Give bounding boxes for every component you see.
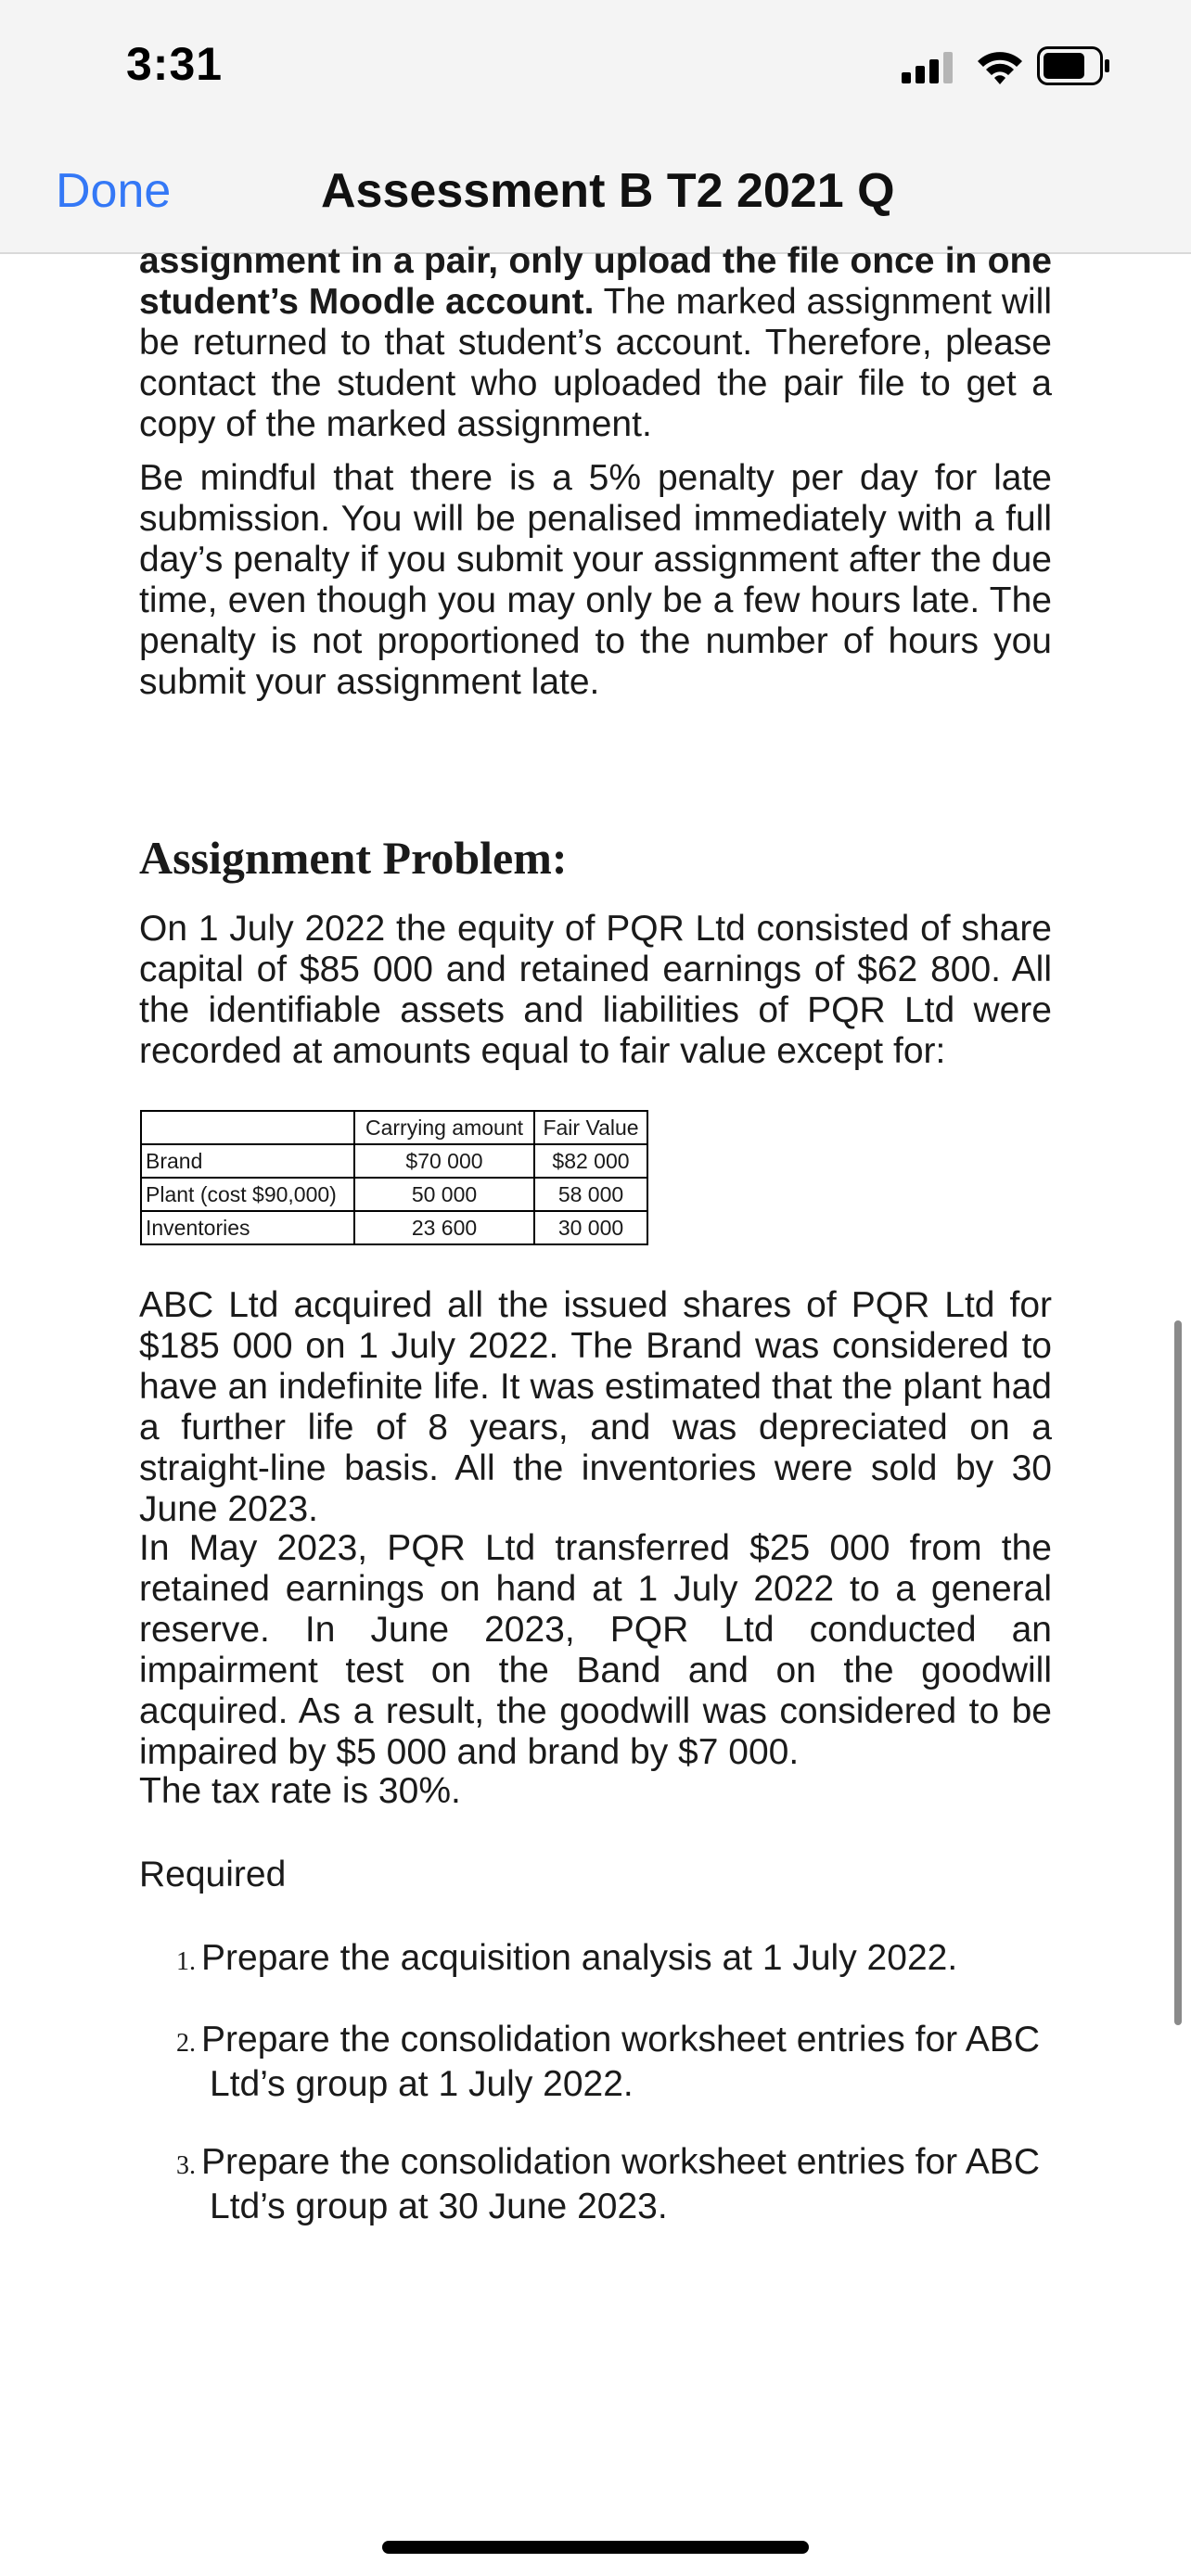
wifi-icon <box>976 48 1024 85</box>
list-number: 1. <box>176 1947 196 1976</box>
paragraph-upload-instructions <box>139 241 1052 445</box>
list-text: Prepare the consolidation worksheet entries for ABC <box>201 2020 1040 2060</box>
scroll-indicator[interactable] <box>1174 1320 1182 2025</box>
list-text-continued: Ltd’s group at 30 June 2023. <box>210 2187 668 2226</box>
table-header-cell: Fair Value <box>534 1111 647 1144</box>
list-item <box>176 2142 1052 2227</box>
table-cell: 50 000 <box>354 1178 534 1211</box>
status-time: 3:31 <box>126 38 224 90</box>
assignment-problem-heading: Assignment Problem: <box>139 832 568 884</box>
paragraph-late-penalty: Be mindful that there is a 5% penalty per day for late submission. You will be penalised immediately with a full day’s penalty if you submit your assignment after the due time, even though you may only be a few hours late. The penalty is not proportioned to the number of hours you submit your assignment late. <box>139 458 1052 702</box>
document-title: Assessment B T2 2021 Q <box>321 164 895 218</box>
list-item <box>176 1938 1052 1983</box>
table-row <box>141 1211 647 1244</box>
status-bar <box>0 0 1191 130</box>
list-number: 3. <box>176 2151 196 2180</box>
fair-value-table <box>140 1110 648 1245</box>
done-button[interactable]: Done <box>56 164 172 218</box>
table-row <box>141 1144 647 1178</box>
paragraph-acquisition: ABC Ltd acquired all the issued shares of PQR Ltd for $185 000 on 1 July 2022. The Brand was considered to have an indefinite life. It was estimated that the plant had a further life of 8 years, and was depreciated on a straight-line basis. All the inventories were sold by 30 June 2023. <box>139 1285 1052 1529</box>
paragraph-reserve-impairment: In May 2023, PQR Ltd transferred $25 000 from the retained earnings on hand at 1 July 2022 to a general reserve. In June 2023, PQR Ltd conducted an impairment test on the Band and on the goodwill acquired. As a result, the goodwill was considered to be impaired by $5 000 and brand by $7 000. <box>139 1528 1052 1772</box>
battery-icon <box>1037 46 1111 85</box>
list-number: 2. <box>176 2029 196 2058</box>
list-text-continued: Ltd’s group at 1 July 2022. <box>210 2064 634 2104</box>
upload-warning-bold: assignment in a pair, only upload the file once in one student’s Moodle account. <box>139 241 1052 322</box>
table-header-cell: Carrying amount <box>354 1111 534 1144</box>
table-row <box>141 1178 647 1211</box>
paragraph-equity: On 1 July 2022 the equity of PQR Ltd consisted of share capital of $85 000 and retained earnings of $62 800. All the identifiable assets and liabilities of PQR Ltd were recorded at amounts equal to fair value except for: <box>139 909 1052 1071</box>
table-header-cell <box>141 1111 354 1144</box>
list-text: Prepare the consolidation worksheet entries for ABC <box>201 2142 1040 2182</box>
signal-icon <box>902 52 957 83</box>
table-header-row <box>141 1111 647 1144</box>
table-cell: $82 000 <box>534 1144 647 1178</box>
tax-rate-text: The tax rate is 30%. <box>139 1771 461 1811</box>
table-cell: $70 000 <box>354 1144 534 1178</box>
required-label: Required <box>139 1855 287 1894</box>
table-cell: 58 000 <box>534 1178 647 1211</box>
table-cell: Brand <box>141 1144 354 1178</box>
table-cell: Plant (cost $90,000) <box>141 1178 354 1211</box>
list-item <box>176 2020 1052 2105</box>
upload-warning-rest: The marked assignment will be returned to that student’s account. Therefore, please contact the student who uploaded the pair file to get a copy of the marked assignment. <box>139 282 1052 444</box>
table-cell: Inventories <box>141 1211 354 1244</box>
table-cell: 30 000 <box>534 1211 647 1244</box>
list-text: Prepare the acquisition analysis at 1 July 2022. <box>201 1938 958 1978</box>
nav-bar <box>0 130 1191 254</box>
home-indicator[interactable] <box>382 2541 809 2554</box>
table-cell: 23 600 <box>354 1211 534 1244</box>
